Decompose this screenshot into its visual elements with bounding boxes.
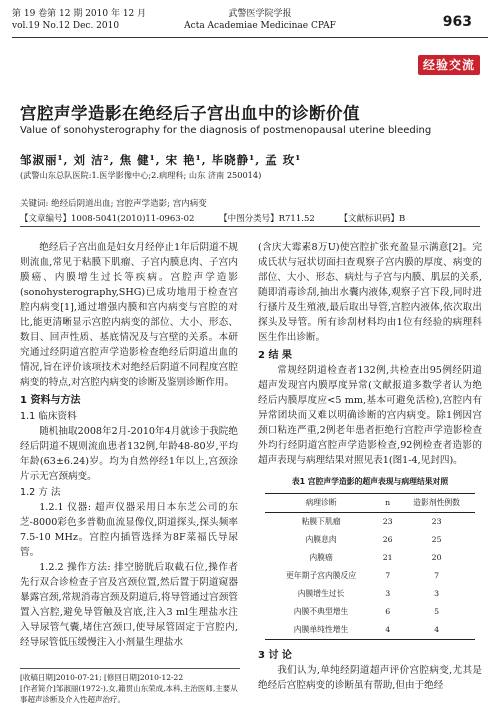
table-row	[265, 513, 475, 532]
table-row	[265, 603, 475, 621]
section-heading-3: 3 讨 论	[258, 650, 292, 661]
table-cell: 4	[398, 621, 475, 640]
procedure-paragraph: 1.2.2 操作方法: 排空膀胱后取截石位,操作者先行双合诊检查子宫及宫颈位置,然后置于阴道窥器暴露宫颈,常规消毒宫颈及阴道后,将导管通过宫颈管置入宫腔,避免导管触及宫底,注入3 ml生理盐水注入导尿管气囊,堵住宫颈口,使导尿管固定于宫腔内,经导尿管低压缓慢注入小剂量生理盐水	[20, 562, 238, 648]
keywords: 关键词: 绝经后阴道出血; 宫腔声学造影; 宫内病变	[20, 199, 207, 209]
journal-name-cn: 武警医学院学报	[228, 9, 292, 19]
meta-divider	[20, 226, 480, 227]
left-column	[20, 240, 238, 650]
clc-number: 【中图分类号】R711.52	[219, 214, 315, 224]
table-row	[265, 549, 475, 567]
section-heading-1: 1 资料与方法	[20, 395, 81, 406]
table-cell: 7	[434, 571, 440, 580]
classification-line	[20, 212, 427, 224]
table-cell: 3	[434, 589, 440, 598]
table-cell: 粘膜下肌瘤	[301, 517, 341, 526]
table-caption: 表1 宫腔声学造影的超声表现与病理结果对照	[291, 477, 449, 486]
table-cell: 20	[431, 553, 442, 562]
table-cell: 21	[382, 553, 393, 562]
results-paragraph: 常规经阴道检查者132例,共检查出95例经阴道超声发现宫内膜厚度异常(文献报道多数学者认为绝经后内膜厚度应<5 mm,基本可避免活检),宫腔内有异常团块而又难以明确诊断的宫内病变。除1例因宫颈口粘连严重,2例老年患者拒绝行宫腔声学造影检查外均行经阴道宫腔声学造影检查,92例检查者造影的超声表现与病理结果对照见表1(图1-4,见封四)。	[258, 365, 482, 466]
table-cell: 26	[382, 535, 393, 544]
table-cell: 3	[385, 589, 391, 598]
table-cell: 内膜不典型增生	[293, 607, 349, 616]
col-header-n: n	[377, 494, 398, 513]
doc-code: 【文献标识码】B	[339, 214, 406, 224]
subsection-heading-1-1: 1.1 临床资料	[20, 411, 77, 422]
issue-info	[12, 8, 146, 32]
col-header-positive: 造影剂性例数	[398, 494, 475, 513]
instrument-paragraph: 1.2.1 仪器: 超声仪器采用日本东芝公司的东芝-8000彩色多普勒血流显像仪,阴道探头,探头频率7.5-10 MHz。宫腔内插管选择为8F菜福氏导尿管。	[20, 502, 238, 558]
results-table	[265, 493, 475, 640]
discussion-paragraph: 我们认为,单纯经阴道超声评价宫腔病变,尤其是绝经后宫腔病变的诊断虽有帮助,但由于绝经	[258, 665, 482, 691]
journal-header	[0, 0, 500, 56]
intro-paragraph: 绝经后子宫出血是妇女月经停止1年后阴道不规则流血,常见于粘膜下肌瘤、子宫内膜息肉、子宫内膜癌、内膜增生过长等疾病。宫腔声学造影(sonohysterography,SHG)已成功地用于检查宫腔内病变[1],通过增强内膜和宫内病变与宫腔的对比,能更清晰显示宫腔内病变的部位、大小、形态、数目、回声性质、基底情况及与宫壁的关系。本研究通过经阴道宫腔声学造影检查绝经后阴道出血的情况,旨在评价该项技术对绝经后阴道不同程度宫腔病变的特点,对宫腔内病变的诊断及鉴别诊断作用。	[20, 242, 238, 388]
author-list: 邹淑丽¹, 刘 洁², 焦 健¹, 宋 艳¹, 毕晓静¹, 孟 玫¹	[20, 153, 302, 167]
section-banner: 经验交流	[418, 55, 480, 75]
article-title-en: Value of sonohysterography for the diagnosis of postmenopausal uterine bleeding	[20, 125, 432, 136]
journal-name-en: Acta Academiae Medicinae CPAF	[184, 21, 336, 31]
table-cell: 更年期子宫内膜反应	[285, 571, 357, 580]
clinical-data-paragraph: 随机抽取2008年2月-2010年4月就诊于我院绝经后阴道不规则流血患者132例,年龄48-80岁,平均年龄(63±6.24)岁。均为自然停经1年以上,宫颈涂片示无宫颈病变。	[20, 426, 238, 482]
table-cell: 内膜增生过长	[297, 589, 345, 598]
issue-line-en: vol.19 No.12 Dec. 2010	[12, 21, 120, 31]
author-bio: [作者简介]邹淑丽(1972-),女,籍贯山东荣成,本科,主治医师,主要从事超声诊断及介入性超声治疗。	[20, 684, 238, 704]
table-cell: 6	[385, 607, 391, 616]
table-cell: 23	[382, 517, 393, 526]
table-row	[265, 621, 475, 640]
table-row	[265, 567, 475, 585]
article-number: 【文章编号】1008-5041(2010)11-0963-02	[20, 214, 195, 224]
header-divider	[12, 37, 488, 38]
table-cell: 5	[434, 607, 440, 616]
table-row	[265, 585, 475, 603]
table-cell: 4	[377, 621, 398, 640]
journal-name	[180, 8, 340, 32]
article-title: 宫腔声学造影在绝经后子宫出血中的诊断价值	[20, 104, 360, 123]
table-cell: 内膜单纯性增生	[265, 621, 377, 640]
section-heading-2: 2 结 果	[258, 350, 292, 361]
table-cell: 内膜癌	[309, 553, 333, 562]
received-date: [收稿日期]2010-07-21; [修回日期]2010-12-22	[20, 673, 184, 682]
subsection-heading-1-2: 1.2 方 法	[20, 487, 61, 498]
procedure-continued: (含庆大霉素8万U)使宫腔扩张充盈显示满意[2]。完成氏状与冠状切面扫查观察子宫内膜的厚度、病变的部位、大小、形态、病灶与子宫与内膜、肌层的关系,随即消毒诊刮,抽出水囊内液体,观察子宫下段,同时进行搔片及生殖液,最后取出导管,宫腔内液体,依次取出探头及导管。所有诊刮材料均由1位有经验的病理科医生作出诊断。	[258, 242, 482, 343]
page-number: 963	[442, 14, 472, 30]
table-cell: 7	[385, 571, 391, 580]
right-column	[258, 240, 482, 693]
col-header-diagnosis: 病理诊断	[265, 494, 377, 513]
affiliation: (武警山东总队医院:1.医学影像中心;2.病理科; 山东 济南 250014)	[20, 170, 262, 180]
issue-line-cn: 第 19 卷第 12 期 2010 年 12 月	[12, 9, 147, 19]
table-cell: 23	[431, 517, 442, 526]
table-row	[265, 531, 475, 549]
footnote	[20, 668, 240, 705]
table-header-row	[265, 494, 475, 513]
table-cell: 内膜息肉	[305, 535, 337, 544]
table-cell: 25	[431, 535, 442, 544]
